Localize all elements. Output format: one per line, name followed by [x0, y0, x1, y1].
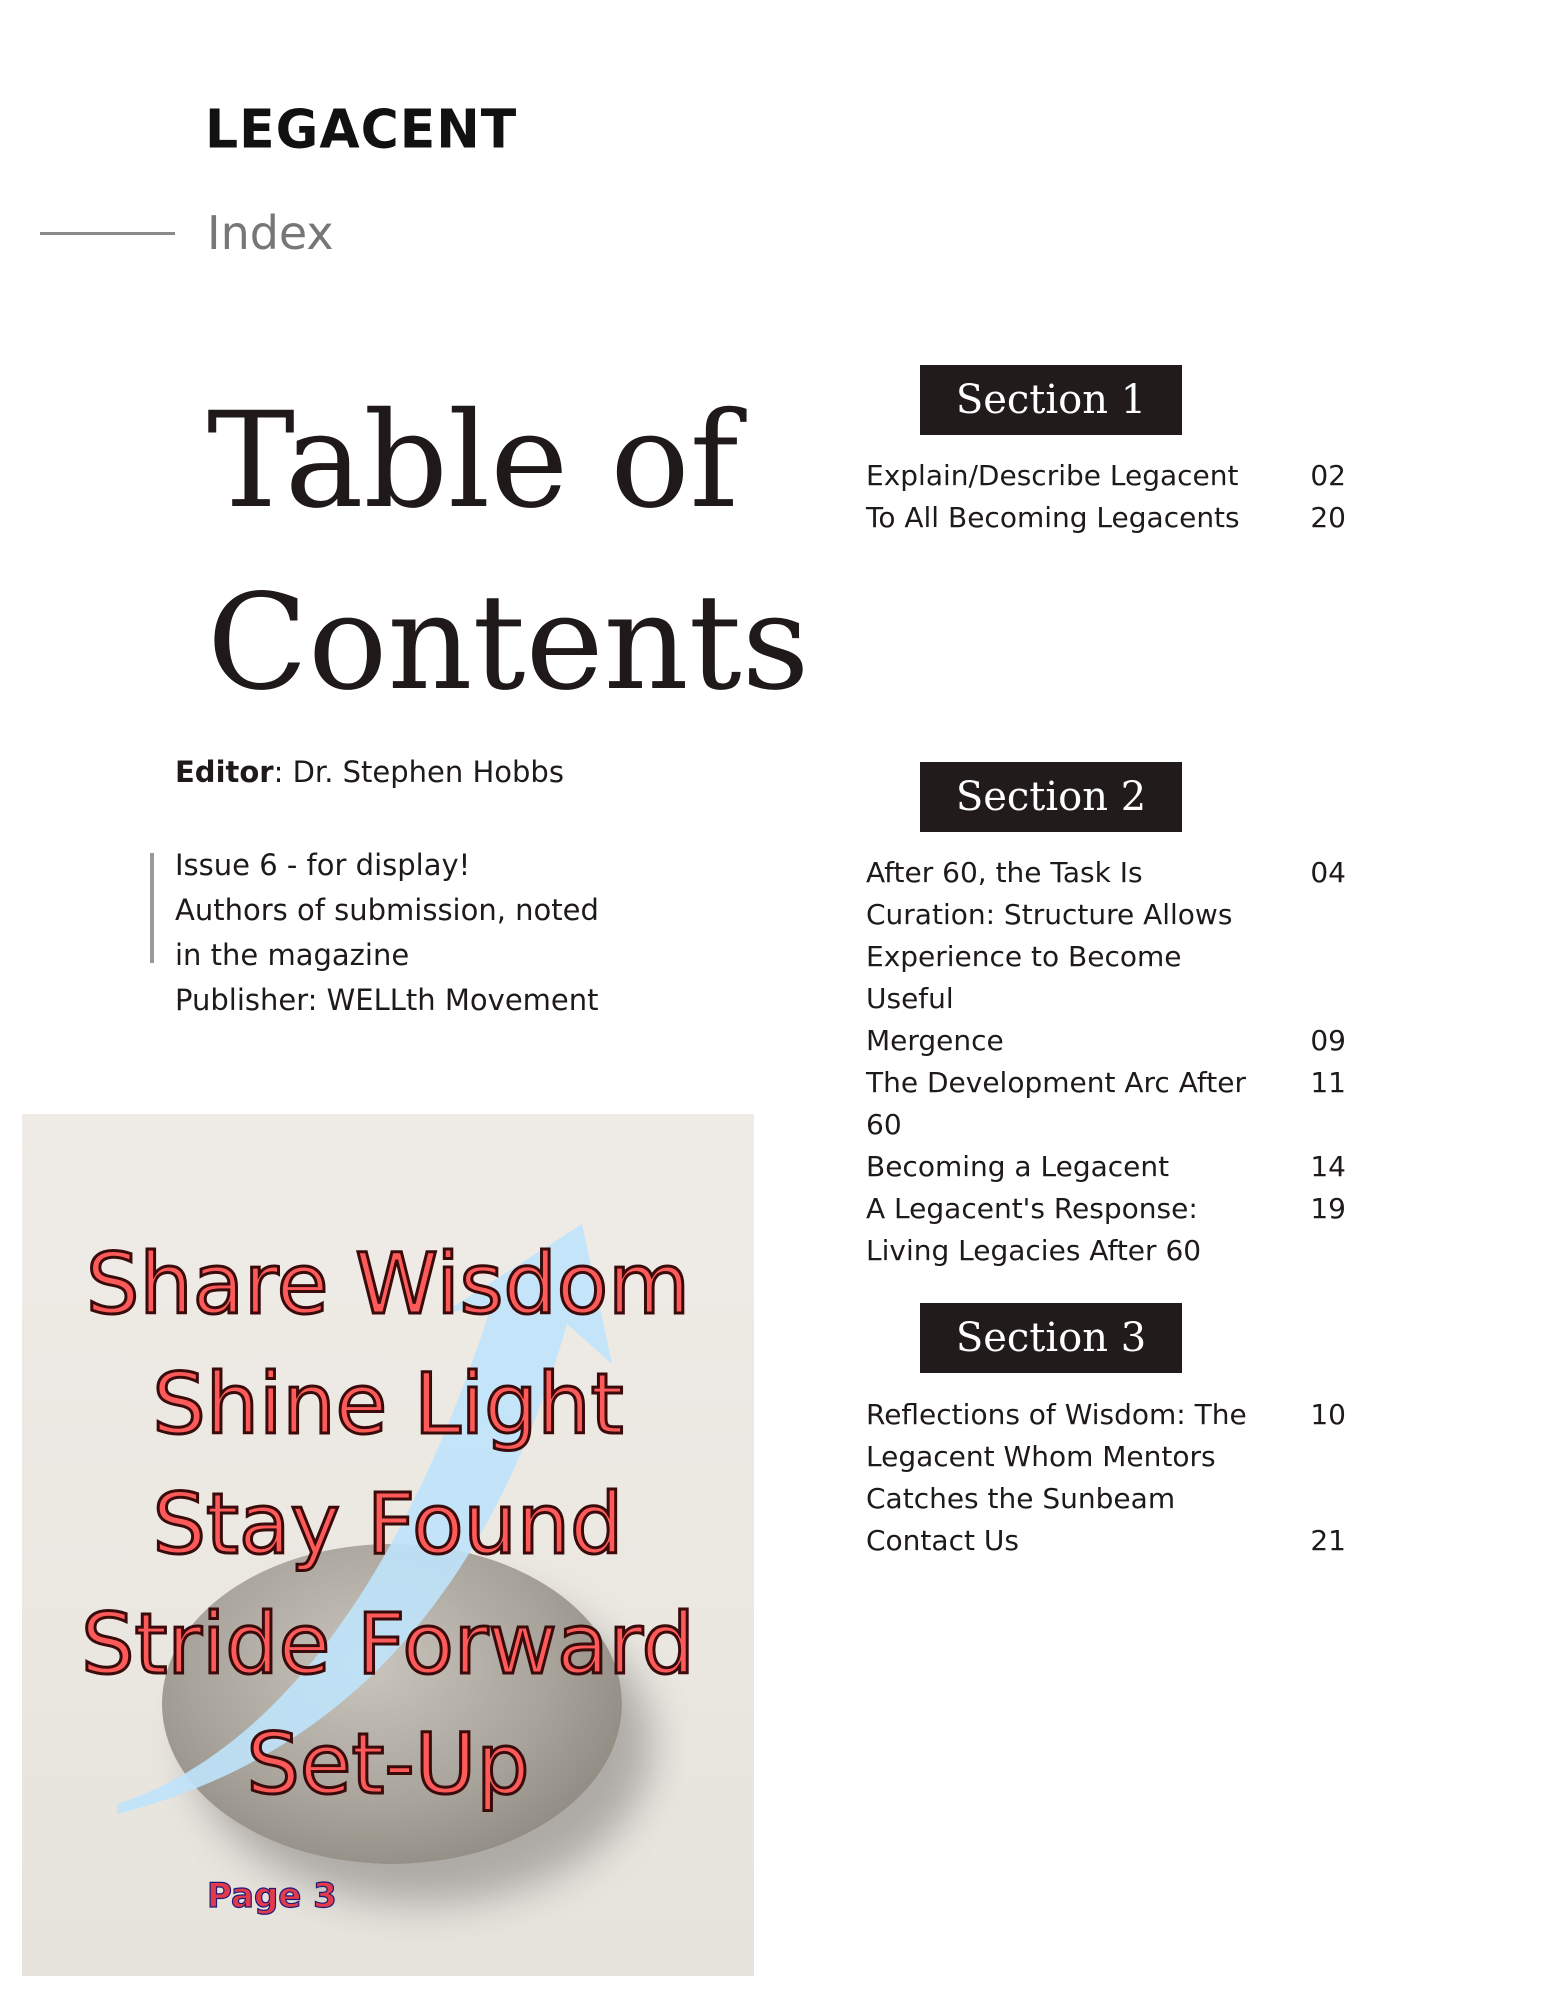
section-1-badge: Section 1 [920, 365, 1182, 435]
page-title-line-2: Contents [207, 566, 810, 720]
toc-entry[interactable] [866, 1146, 1346, 1188]
section-2-badge: Section 2 [920, 762, 1182, 832]
section-1-entries [866, 455, 1346, 539]
toc-entry[interactable] [866, 1394, 1346, 1520]
authors-line: Authors of submission, noted [175, 893, 599, 927]
page-title-line-1: Table of [207, 384, 739, 538]
section-3-entries [866, 1394, 1346, 1562]
toc-entry-page: 02 [1310, 459, 1346, 492]
toc-entry-page: 20 [1310, 501, 1346, 534]
index-label: Index [207, 206, 334, 260]
toc-entry-page: 10 [1310, 1398, 1346, 1431]
editor-label: Editor [175, 755, 274, 789]
toc-entry-page: 11 [1310, 1066, 1346, 1099]
publisher-line: Publisher: WELLth Movement [175, 983, 599, 1017]
toc-entry-page: 14 [1310, 1150, 1346, 1183]
toc-entry[interactable] [866, 1520, 1346, 1562]
toc-entry[interactable] [866, 1188, 1346, 1272]
promo-line: Stride Forward [81, 1595, 695, 1693]
promo-line: Stay Found [152, 1475, 624, 1573]
toc-entry[interactable] [866, 455, 1346, 497]
issue-info [175, 843, 599, 1023]
toc-entry-title: Contact Us [866, 1524, 1019, 1557]
toc-entry-page: 04 [1310, 856, 1346, 889]
toc-entry-title: Explain/Describe Legacent [866, 459, 1239, 492]
toc-entry-title: Mergence [866, 1024, 1004, 1057]
toc-entry-title: Reflections of Wisdom: The Legacent Whom Mentors Catches the Sunbeam [866, 1398, 1247, 1515]
toc-entry[interactable] [866, 1062, 1346, 1146]
toc-entry-title: After 60, the Task Is Curation: Structure Allows Experience to Become Useful [866, 856, 1233, 1015]
toc-entry-page: 09 [1310, 1024, 1346, 1057]
toc-entry-page: 21 [1310, 1524, 1346, 1557]
index-divider [40, 232, 175, 235]
toc-entry-title: The Development Arc After 60 [866, 1066, 1246, 1141]
promo-line: Shine Light [152, 1355, 624, 1453]
promo-line: Share Wisdom [86, 1235, 690, 1333]
section-2-entries [866, 852, 1346, 1272]
promo-slogan [22, 1224, 754, 1824]
toc-entry[interactable] [866, 497, 1346, 539]
toc-entry-page: 19 [1310, 1192, 1346, 1225]
promo-line: Set-Up [246, 1715, 530, 1813]
toc-entry-title: A Legacent's Response: Living Legacies After 60 [866, 1192, 1202, 1267]
editor-name: : Dr. Stephen Hobbs [273, 755, 564, 789]
toc-entry-title: Becoming a Legacent [866, 1150, 1170, 1183]
brand-logo: LEGACENT [205, 99, 518, 161]
page-tag: Page 3 [207, 1876, 337, 1916]
page-title [207, 370, 809, 734]
issue-accent-bar [150, 853, 154, 963]
section-3-badge: Section 3 [920, 1303, 1182, 1373]
editor-credit [175, 755, 564, 789]
promo-image [22, 1114, 754, 1976]
toc-entry[interactable] [866, 1020, 1346, 1062]
issue-line: Issue 6 - for display! [175, 848, 471, 882]
toc-entry[interactable] [866, 852, 1346, 1020]
authors-line-cont: in the magazine [175, 938, 410, 972]
toc-entry-title: To All Becoming Legacents [866, 501, 1240, 534]
